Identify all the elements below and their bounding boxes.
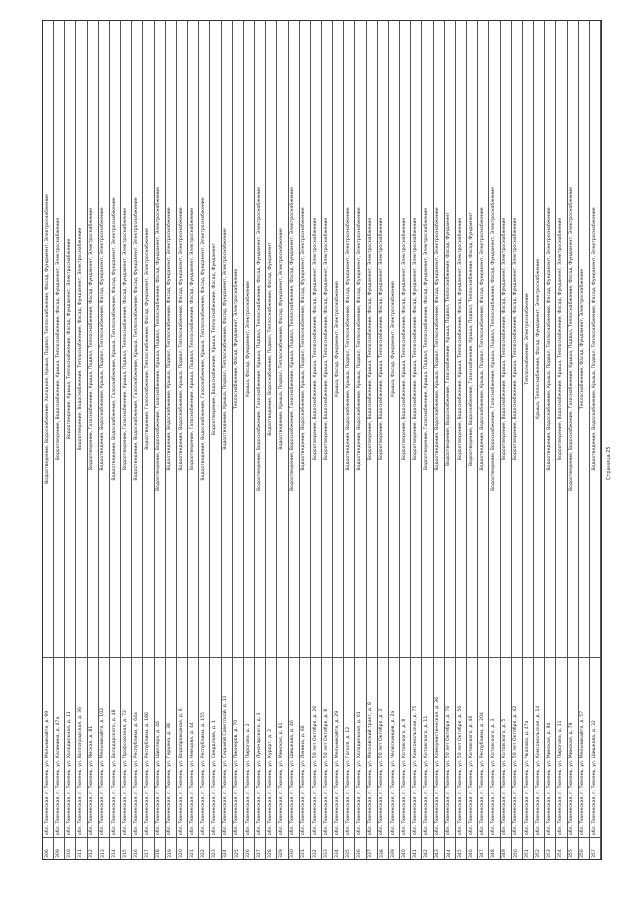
table-row: [568, 21, 579, 859]
table-row: [188, 21, 199, 859]
works-cell: Крыша, Теплоснабжение, Фасад, Фундамент, Электроснабжение: [535, 259, 541, 419]
table-row: [199, 21, 210, 859]
table-row: [99, 21, 110, 859]
table-row: [166, 21, 177, 859]
works-cell: Водоотведение, Водоснабжение, Крыша, Теплоснабжение, Фасад, Фундамент, Электроснабжение: [312, 217, 318, 461]
address-cell: обл. Тюменская, г. Тюмень, ул. Мельникайте, д. 99: [43, 657, 53, 837]
works-cell: Водоотведение, Водоснабжение, Газоснабжение, Крыша, Подвал, Теплоснабжение, Фасад, Фундамент, Электроснабжение: [491, 187, 497, 491]
works-cell: Крыша, Фасад, Фундамент, Электроснабжение: [245, 281, 251, 397]
address-cell: обл. Тюменская, г. Тюмень, ул. Седьмой Советской, д. 11: [222, 657, 232, 837]
row-number-cell: 353: [545, 837, 555, 859]
table-row: [389, 21, 400, 859]
works-cell: Водоотведение, Водоснабжение, Крыша, Подвал, Теплоснабжение, Фасад, Фундамент, Электроснабжение: [167, 207, 173, 471]
row-number-cell: 336: [355, 837, 365, 859]
row-number-cell: 346: [467, 837, 477, 859]
address-cell: обл. Тюменская, г. Тюмень, ул. Комсомольская, д. 14: [534, 657, 544, 837]
works-cell: Водоотведение, Крыша, Подвал, Теплоснабжение, Фасад, Фундамент, Электроснабжение: [223, 228, 229, 450]
works-cell: Водоотведение, Водоснабжение, Крыша, Теплоснабжение, Фасад, Фундамент, Электроснабжение: [502, 217, 508, 461]
works-cell: Водоотведение, Водоснабжение, Теплоснабжение, Фасад, Фундамент, Электроснабжение: [78, 227, 84, 451]
works-cell: Водоотведение, Водоснабжение, Газоснабжение, Крыша, Теплоснабжение, Фасад, Фундамент, Электроснабжение: [133, 197, 139, 481]
row-number-cell: 335: [344, 837, 354, 859]
row-number-cell: 341: [411, 837, 421, 859]
address-cell: обл. Тюменская, г. Тюмень, ул. 50 лет Октября, д. 3: [378, 657, 388, 837]
row-number-cell: 324: [222, 837, 232, 859]
address-cell: обл. Тюменская, г. Тюмень, ул. Ленина, д. 66: [300, 657, 310, 837]
row-number-cell: 345: [456, 837, 466, 859]
address-cell: обл. Тюменская, г. Тюмень, ул. Герцена, д. 38: [166, 657, 176, 837]
address-cell: обл. Тюменская, г. Тюмень, ул. Мельникайте, д. 57: [579, 657, 589, 837]
works-cell: Водоотведение, Водоснабжение, Крыша, Подвал, Теплоснабжение, Фасад, Фундамент, Электроснабжение: [546, 207, 552, 471]
works-cell: Водоотведение, Водоснабжение, Подвал, Теплоснабжение, Фасад, Фундамент: [267, 242, 273, 436]
address-cell: обл. Тюменская, г. Тюмень, ул. Волгоградская, д. 36: [76, 657, 86, 837]
row-number-cell: 330: [289, 837, 299, 859]
works-cell: Водоотведение, Водоснабжение, Газоснабжение, Крыша, Подвал, Теплоснабжение, Фасад, Фундамент: [468, 212, 474, 466]
table-row: [489, 21, 500, 859]
address-cell: обл. Тюменская, г. Тюмень, ул. Чкалова, д. 47а: [523, 657, 533, 837]
works-cell: Водоотведение, Водоснабжение, Крыша, Подвал, Теплоснабжение, Фасад, Фундамент, Электроснабжение: [435, 207, 441, 471]
row-number-cell: 323: [210, 837, 220, 859]
works-cell: Теплоснабжение, Фасад, Фундамент, Электроснабжение: [234, 268, 240, 410]
row-number-cell: 319: [166, 837, 176, 859]
address-cell: обл. Тюменская, г. Тюмень, ул. Гоголя, д. 12: [344, 657, 354, 837]
address-cell: обл. Тюменская, г. Тюмень, ул. Холодильная, д. 61: [355, 657, 365, 837]
address-cell: обл. Тюменская, г. Тюмень, ул. Республики, д. 64а: [132, 657, 142, 837]
table-row: [311, 21, 322, 859]
buildings-table: [42, 20, 602, 860]
works-cell: Крыша, Фасад, Фундамент, Электроснабжение: [390, 281, 396, 397]
works-cell: Водоотведение, Газоснабжение, Теплоснабжение, Фасад, Фундамент, Электроснабжение: [145, 228, 151, 450]
address-cell: обл. Тюменская, г. Тюмень, ул. Челюскинцев, д. 2а: [389, 657, 399, 837]
row-number-cell: 357: [590, 837, 600, 859]
works-cell: Водоотведение, Водоснабжение, Крыша, Теплоснабжение, Фасад, Фундамент, Электроснабжение: [412, 217, 418, 461]
address-cell: обл. Тюменская, г. Тюмень, ул. Республики, д. 204: [478, 657, 488, 837]
address-cell: обл. Тюменская, г. Тюмень, ул. Московский тракт, д. 8: [367, 657, 377, 837]
works-cell: Водоотведение, Водоснабжение, Крыша, Подвал, Теплоснабжение, Фасад, Фундамент, Электроснабжение: [357, 207, 363, 471]
address-cell: обл. Тюменская, г. Тюмень, ул. Котовского, д. 8: [400, 657, 410, 837]
table-row: [333, 21, 344, 859]
table-row: [289, 21, 300, 859]
address-cell: обл. Тюменская, г. Тюмень, ул. Водопроводная, д. 6: [177, 657, 187, 837]
row-number-cell: 313: [99, 837, 109, 859]
table-row: [300, 21, 311, 859]
works-cell: Водоотведение, Водоснабжение, Крыша, Теплоснабжение, Фасад, Фундамент, Электроснабжение: [379, 217, 385, 461]
address-cell: обл. Тюменская, г. Тюмень, ул. Пирогова, д. 2: [244, 657, 254, 837]
works-cell: Водоотведение, Крыша, Подвал, Теплоснабжение, Фасад, Фундамент, Электроснабжение: [279, 228, 285, 450]
address-cell: обл. Тюменская, г. Тюмень, ул. Пирогова, д. 11: [556, 657, 566, 837]
address-cell: обл. Тюменская, г. Тюмень, ул. Профсоюзная, д. 72: [121, 657, 131, 837]
address-cell: обл. Тюменская, г. Тюмень, ул. Комсомольская, д. 75: [411, 657, 421, 837]
row-number-cell: 332: [311, 837, 321, 859]
works-cell: Водоотведение, Водоснабжение, Крыша, Подвал, Теплоснабжение, Фасад, Фундамент, Электроснабжение: [345, 207, 351, 471]
address-cell: обл. Тюменская, г. Тюмень, ул. 50 лет Октября, д. 8: [322, 657, 332, 837]
row-number-cell: 355: [568, 837, 578, 859]
table-row: [222, 21, 233, 859]
works-cell: Водоотведение, Водоснабжение, Газоснабжение, Крыша, Подвал, Теплоснабжение, Фасад, Фундамент, Электроснабжение: [290, 187, 296, 491]
row-number-cell: 347: [478, 837, 488, 859]
row-number-cell: 322: [199, 837, 209, 859]
address-cell: обл. Тюменская, г. Тюмень, ул. Немцова, д. 44: [188, 657, 198, 837]
address-cell: обл. Тюменская, г. Тюмень, ул. Республики, д. 155: [199, 657, 209, 837]
works-cell: Водоотведение, Газоснабжение, Крыша, Подвал, Теплоснабжение, Фасад, Фундамент, Электроснабжение: [122, 207, 128, 471]
table-row: [210, 21, 221, 859]
row-number-cell: 334: [333, 837, 343, 859]
table-row: [590, 21, 601, 859]
address-cell: обл. Тюменская, г. Тюмень, ул. Холодильная, д. 11: [65, 657, 75, 837]
address-cell: обл. Тюменская, г. Тюмень, ул. Коммунистическая, д. 36: [434, 657, 444, 837]
table-row: [177, 21, 188, 859]
address-cell: обл. Тюменская, г. Тюмень, ул. Минская, д. 81: [277, 657, 287, 837]
address-cell: обл. Тюменская, г. Тюмень, ул. Котовского, д. 3: [489, 657, 499, 837]
works-cell: Водоотведение, Водоснабжение, Крыша, Теплоснабжение, Фасад, Фундамент: [212, 242, 218, 436]
row-number-cell: 325: [233, 837, 243, 859]
table-row: [534, 21, 545, 859]
table-row: [76, 21, 87, 859]
address-cell: обл. Тюменская, г. Тюмень, ул. Минская, д. 94: [545, 657, 555, 837]
table-row: [233, 21, 244, 859]
row-number-cell: 354: [556, 837, 566, 859]
table-row: [155, 21, 166, 859]
row-number-cell: 321: [188, 837, 198, 859]
address-cell: обл. Тюменская, г. Тюмень, ул. Котовского, д. 5: [501, 657, 511, 837]
row-number-cell: 352: [534, 837, 544, 859]
row-number-cell: 318: [155, 837, 165, 859]
row-number-cell: 333: [322, 837, 332, 859]
table-row: [467, 21, 478, 859]
works-cell: Водоотведение, Водоснабжение, Крыша, Подвал, Теплоснабжение, Фасад, Фундамент, Электроснабжение: [301, 207, 307, 471]
works-cell: Водоотведение, Водоснабжение, Крыша, Теплоснабжение, Фасад, Фундамент, Электроснабжение: [55, 217, 61, 461]
address-cell: обл. Тюменская, г. Тюмень, ул. Мельникайте, д. 29: [333, 657, 343, 837]
table-row: [110, 21, 121, 859]
address-cell: обл. Тюменская, г. Тюмень, ул. Луначарского, д. 3: [255, 657, 265, 837]
row-number-cell: 350: [512, 837, 522, 859]
address-cell: обл. Тюменская, г. Тюмень, ул. Шишкова, д. 32: [590, 657, 600, 837]
works-cell: Водоотведение, Газоснабжение, Крыша, Подвал, Теплоснабжение, Фасад, Фундамент, Электроснабжение: [189, 207, 195, 471]
table-row: [411, 21, 422, 859]
works-cell: Водоотведение, Водоснабжение, Крыша, Подвал, Теплоснабжение, Фасад, Фундамент, Электроснабжение: [591, 207, 597, 471]
table-row: [65, 21, 76, 859]
table-row: [244, 21, 255, 859]
row-number-cell: 338: [378, 837, 388, 859]
table-row: [378, 21, 389, 859]
address-cell: обл. Тюменская, г. Тюмень, ул. Котовского, д. 11: [422, 657, 432, 837]
row-number-cell: 317: [143, 837, 153, 859]
table-row: [255, 21, 266, 859]
table-row: [277, 21, 288, 859]
address-cell: обл. Тюменская, г. Тюмень, ул. Котовского, д. 46: [467, 657, 477, 837]
page-number: Страница 25: [606, 446, 612, 480]
works-cell: Водоотведение, Водоснабжение, Газоснабжение, Крыша, Подвал, Теплоснабжение, Фасад, Фундамент, Электроснабжение: [156, 187, 162, 491]
row-number-cell: 326: [244, 837, 254, 859]
works-cell: Водоотведение, Водоснабжение, Газоснабжение, Крыша, Подвал, Теплоснабжение, Фасад, Фундамент: [446, 212, 452, 466]
address-cell: обл. Тюменская, г. Тюмень, ул. 50 лет Октября, д. 42: [512, 657, 522, 837]
row-number-cell: 344: [445, 837, 455, 859]
row-number-cell: 343: [434, 837, 444, 859]
table-row: [121, 21, 132, 859]
table-row: [579, 21, 590, 859]
row-number-cell: 316: [132, 837, 142, 859]
table-row: [456, 21, 467, 859]
works-cell: Водоотведение, Водоснабжение, Газоснабжение, Крыша, Теплоснабжение, Фасад, Фундамент, Электроснабжение: [200, 197, 206, 481]
address-cell: обл. Тюменская, г. Тюмень, ул. Пионеров, д. 70: [233, 657, 243, 837]
table-row: [322, 21, 333, 859]
table-row: [132, 21, 143, 859]
works-cell: Водоотведение, Водоснабжение, Крыша, Теплоснабжение, Фасад, Фундамент, Электроснабжение: [401, 217, 407, 461]
address-cell: обл. Тюменская, г. Тюмень, ул. Свердлова, д. 1: [210, 657, 220, 837]
table-row: [54, 21, 65, 859]
row-number-cell: 329: [277, 837, 287, 859]
row-number-cell: 356: [579, 837, 589, 859]
address-cell: обл. Тюменская, г. Тюмень, ул. Курорт, д. 2: [266, 657, 276, 837]
works-cell: Водоотведение, Водоснабжение, Крыша, Теплоснабжение, Фасад, Фундамент, Электроснабжение: [368, 217, 374, 461]
address-cell: обл. Тюменская, г. Тюмень, ул. Ямская, д. 81: [88, 657, 98, 837]
works-cell: Водоотведение, Водоснабжение, Крыша, Теплоснабжение, Фасад, Фундамент, Электроснабжение: [513, 217, 519, 461]
table-row: [422, 21, 433, 859]
works-cell: Водоотведение, Водоснабжение, Крыша, Подвал, Теплоснабжение, Фасад, Фундамент, Электроснабжение: [178, 207, 184, 471]
works-cell: Водоотведение, Водоснабжение, Газоснабжение, Крыша, Теплоснабжение, Фасад, Фундамент, Электроснабжение: [111, 197, 117, 481]
row-number-cell: 340: [400, 837, 410, 859]
works-cell: Водоотведение, Водоснабжение, Газоснабжение, Крыша, Подвал, Теплоснабжение, Фасад, Фундамент, Электроснабжение: [256, 187, 262, 491]
address-cell: обл. Тюменская, г. Тюмень, ул. Шишкова, д. 46: [289, 657, 299, 837]
address-cell: обл. Тюменская, г. Тюмень, ул. 50 лет Октября, д. 56: [456, 657, 466, 837]
row-number-cell: 327: [255, 837, 265, 859]
works-cell: Водоотведение, Водоснабжение, Крыша, Теплоснабжение, Фасад, Фундамент, Электроснабжение: [457, 217, 463, 461]
row-number-cell: 310: [65, 837, 75, 859]
row-number-cell: 306: [43, 837, 53, 859]
row-number-cell: 309: [54, 837, 64, 859]
works-cell: Теплоснабжение, Электроснабжение: [524, 293, 530, 385]
row-number-cell: 314: [110, 837, 120, 859]
works-cell: Водоотведение, Водоснабжение, Крыша, Теплоснабжение, Фасад, Фундамент, Электроснабжение: [323, 217, 329, 461]
row-number-cell: 312: [88, 837, 98, 859]
row-number-cell: 320: [177, 837, 187, 859]
works-cell: Водоотведение, Крыша, Теплоснабжение, Фасад, Фундамент, Электроснабжение: [66, 238, 72, 440]
row-number-cell: 349: [501, 837, 511, 859]
address-cell: обл. Тюменская, г. Тюмень, ул. Республики, д. 186: [143, 657, 153, 837]
table-row: [266, 21, 277, 859]
works-cell: Водоотведение, Газоснабжение, Крыша, Подвал, Теплоснабжение, Фасад, Фундамент, Электроснабжение: [89, 207, 95, 471]
table-row: [501, 21, 512, 859]
table-row: [556, 21, 567, 859]
works-cell: Водоотведение, Водоснабжение, Крыша, Подвал, Теплоснабжение, Фасад, Фундамент, Электроснабжение: [100, 207, 106, 471]
table-row: [43, 21, 54, 859]
row-number-cell: 351: [523, 837, 533, 859]
address-cell: обл. Тюменская, г. Тюмень, ул. Калинина, д. 47а: [54, 657, 64, 837]
address-cell: обл. Тюменская, г. Тюмень, ул. Володарского, д. 48: [110, 657, 120, 837]
table-row: [88, 21, 99, 859]
row-number-cell: 348: [489, 837, 499, 859]
address-cell: обл. Тюменская, г. Тюмень, ул. Шиллера, д. 46: [155, 657, 165, 837]
table-row: [143, 21, 154, 859]
works-cell: Водоотведение, Водоснабжение, Крыша, Подвал, Теплоснабжение, Фасад, Фундамент, Электроснабжение: [479, 207, 485, 471]
address-cell: обл. Тюменская, г. Тюмень, ул. 50 лет Октября, д. 76: [445, 657, 455, 837]
table-row: [367, 21, 378, 859]
works-cell: Водоотведение, Водоснабжение, Газоснабжение, Крыша, Подвал, Теплоснабжение, Фасад, Фундамент, Электроснабжение: [569, 187, 575, 491]
table-row: [344, 21, 355, 859]
table-row: [545, 21, 556, 859]
row-number-cell: 342: [422, 837, 432, 859]
table-row: [523, 21, 534, 859]
works-cell: Крыша, Фасад, Фундамент, Электроснабжение: [334, 281, 340, 397]
address-cell: обл. Тюменская, г. Тюмень, ул. 50 лет Октября, д. 26: [311, 657, 321, 837]
works-cell: Водоотведение, Водоснабжение, Холодное, Крыша, Подвал, Теплоснабжение, Фасад, Фундамент, Электроснабжение: [44, 194, 50, 484]
row-number-cell: 337: [367, 837, 377, 859]
works-cell: Водоотведение, Газоснабжение, Крыша, Подвал, Теплоснабжение, Фасад, Фундамент, Электроснабжение: [424, 207, 430, 471]
table-row: [445, 21, 456, 859]
table-row: [355, 21, 366, 859]
row-number-cell: 311: [76, 837, 86, 859]
page-footer: [606, 440, 618, 480]
table-row: [512, 21, 523, 859]
address-cell: обл. Тюменская, г. Тюмень, ул. Минская, д. 79: [568, 657, 578, 837]
row-number-cell: 339: [389, 837, 399, 859]
works-cell: Водоотведение, Водоснабжение, Крыша, Теплоснабжение, Фасад, Фундамент, Электроснабжение: [558, 217, 564, 461]
row-number-cell: 328: [266, 837, 276, 859]
row-number-cell: 331: [300, 837, 310, 859]
table-viewport: [42, 20, 602, 860]
table-row: [434, 21, 445, 859]
row-number-cell: 315: [121, 837, 131, 859]
works-cell: Теплоснабжение, Фасад, Фундамент, Электроснабжение: [580, 268, 586, 410]
table-row: [478, 21, 489, 859]
table-row: [400, 21, 411, 859]
address-cell: обл. Тюменская, г. Тюмень, ул. Мельникайте, д. 102: [99, 657, 109, 837]
